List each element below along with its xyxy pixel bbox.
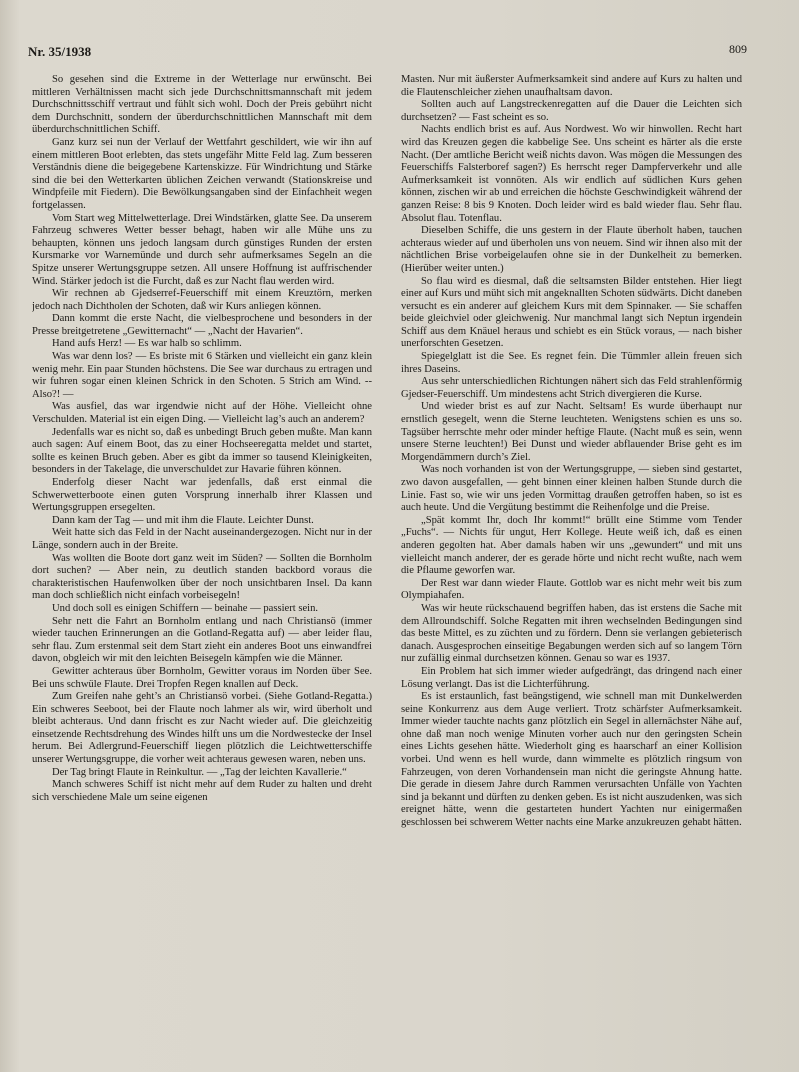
paragraph: Sollten auch auf Langstreckenregatten auf die Dauer die Leichten sich durchsetzen? — Fast scheint es so.: [401, 99, 742, 123]
paragraph: Manch schweres Schiff ist nicht mehr auf dem Ruder zu halten und dreht sich verschiedene Male um seine eigenen: [32, 779, 372, 803]
paragraph: Was wollten die Boote dort ganz weit im Süden? — Sollten die Bornholm dort suchen? — Aber nein, zu deutlich standen backbord voraus die charakteristischen Haufenwolken über der noch unsichtbaren Insel. Da kann man doch schließlich nicht einfach vorbeisegeln!: [32, 552, 372, 602]
paragraph: So gesehen sind die Extreme in der Wetterlage nur erwünscht. Bei mittleren Verhältnissen macht sich jede Durchschnittsmannschaft mit jedem Durchschnittsschiff vertraut und fühlt sich wohl. Doch der Preis gebührt nicht dem Durchschnitt, sondern der überdurchschnittlichen Mannschaft mit dem überdurchschnittlichen Schiff.: [32, 74, 372, 136]
paragraph: Es ist erstaunlich, fast beängstigend, wie schnell man mit Dunkelwerden seine Konkurrenz aus dem Auge verliert. Trotz schärfster Aufmerksamkeit. Immer wieder tauchte nachts ganz plötzlich ein Segel in allernächster Nähe auf, ohne daß man noch wenige Minuten vorher auch nur den geringsten Schein eines Lichts gesehen hätte. Wiederholt ging es haarscharf an einer Kollision vorbei. Und wenn es hell wurde, dann wimmelte es plötzlich ringsum von Fahrzeugen, von deren Vorhandensein man nicht die geringste Ahnung hatte. Die gerade in diesem Jahre durch Rammen verursachten Unfälle von Yachten sind ja bekannt und dürften zu denken geben. Es ist nicht auszudenken, was sich ereignet hätte, wenn die gestarteten hundert Yachten nur einigermaßen geschlossen bei schwerem Wetter nachts eine Marke anzukreuzen gehabt hätten.: [401, 691, 742, 829]
paragraph: Aus sehr unterschiedlichen Richtungen nähert sich das Feld strahlenförmig Gjedser-Feuerschiff. Um mindestens acht Strich divergieren die Kurse.: [401, 376, 742, 400]
paragraph: Vom Start weg Mittelwetterlage. Drei Windstärken, glatte See. Da unserem Fahrzeug schweres Wetter besser behagt, haben wir alle Mühe uns zu behaupten, können uns jedoch langsam durch günstiges Runden der ersten Kursmarke vor Warnemünde und durch sehr aufmerksames Segeln an die Spitze unserer Wertungsgruppe setzen. All unsere Hoffnung ist auffrischender Wind. Stärker jedoch ist die Furcht, daß es zur Nacht flau werden wird.: [32, 212, 372, 287]
left-column: [32, 74, 372, 1064]
paragraph: Und doch soll es einigen Schiffern — beinahe — passiert sein.: [52, 602, 319, 614]
paragraph: Jedenfalls war es nicht so, daß es unbedingt Bruch geben mußte. Man kann auch sagen: Auf einem Boot, das zu einer Hochseeregatta meldet und startet, sollte es keinen Bruch geben. Aber es gibt da immer so tausend Kleinigkeiten, besonders in der Takelage, die unverschuldet zur Havarie führen können.: [32, 426, 372, 476]
paragraph: Dann kam der Tag — und mit ihm die Flaute. Leichter Dunst.: [52, 514, 314, 526]
paragraph: Nachts endlich brist es auf. Aus Nordwest. Wo wir hinwollen. Recht hart wird das Kreuzen gegen die kabbelige See. Uns scheint es härter als die erste Nacht. (Der amtliche Bericht weiß nichts davon. Was mögen die Messungen des Feuerschiffs Falsterboref sagen?) Es herrscht reger Dampferverkehr und alle Aufmerksamkeit ist vonnöten. Als wir endlich auf südlichen Kurs gehen können, zischen wir ab und erreichen die höchste Geschwindigkeit während der ganzen Reise: 8 bis 9 Knoten. Doch leider wird es bald wieder flau. Sehr flau. Absolut flau. Totenflau.: [401, 124, 742, 224]
paragraph: Zum Greifen nahe geht’s an Christiansö vorbei. (Siehe Gotland-Regatta.) Ein schweres Seeboot, bei der Flaute noch lahmer als wir, wird überholt und bleibt achteraus. Und dann frischt es zur Nacht wieder auf. Die gleichzeitig einsetzende Rechtsdrehung des Windes hilft uns um die Nordwestecke der Insel herum. Bei Adlergrund-Feuerschiff liegen plötzlich die Leichtwetterschiffe unserer Wertungsgruppe, die vorher weit achteraus gewesen waren, neben uns.: [32, 691, 372, 766]
page-number: 809: [729, 42, 747, 56]
paragraph: Was war denn los? — Es briste mit 6 Stärken und vielleicht ein ganz klein wenig mehr. Ein paar Stunden höchstens. Die See war durchaus zu ertragen und wir fuhren sogar einen kleinen Schrick in den Schoten. 5 Strich am Wind. -- Also?! —: [32, 351, 372, 400]
paragraph: Und wieder brist es auf zur Nacht. Seltsam! Es wurde überhaupt nur ernstlich gesegelt, wenn die Sterne leuchteten. Wenigstens schien es uns so. Tagsüber herrschte mehr oder minder heftige Flaute. (Nacht muß es sein, wenn unsere Sterne leuchten!) Bei Dunst und wieder abflauender Brise geht es im Morgendämmern durch’s Ziel.: [401, 401, 742, 463]
paragraph: Wir rechnen ab Gjedserref-Feuerschiff mit einem Kreuztörn, merken jedoch nach Dichtholen der Schoten, daß wir Kurs anliegen können.: [32, 288, 372, 312]
paragraph: Dieselben Schiffe, die uns gestern in der Flaute überholt haben, tauchen achteraus wieder auf und überholen uns von neuem. Sind wir ihnen also mit der nächtlichen Brise vorbeigelaufen ohne sie in der Dunkelheit zu bemerken. (Hierüber weiter unten.): [401, 225, 742, 274]
paragraph: Der Rest war dann wieder Flaute. Gottlob war es nicht mehr weit bis zum Olympiahafen.: [401, 577, 742, 602]
issue-number: Nr. 35/1938: [28, 44, 92, 59]
paragraph: Masten. Nur mit äußerster Aufmerksamkeit sind andere auf Kurs zu halten und die Flautenschleicher ziehen unaufhaltsam davon.: [401, 74, 742, 98]
paragraph: Was wir heute rückschauend begriffen haben, das ist erstens die Sache mit dem Allroundschiff. Solche Regatten mit ihren wechselnden Bedingungen sind das beste Mittel, es zu züchten und zu fördern. Denn sie verlangen gebieterisch danach. Ausgesprochen einseitige Begabungen werden sich auf so langem Törn nur zufällig einmal durchsetzen können. Genau so war es 1937.: [401, 602, 742, 665]
right-column: [401, 74, 742, 1064]
paragraph: Enderfolg dieser Nacht war jedenfalls, daß erst einmal die Schwerwetterboote einen guten Vorsprung innerhalb ihrer Klassen und Wertungsgruppen ersegelten.: [32, 477, 372, 514]
paragraph: Gewitter achteraus über Bornholm, Gewitter voraus im Norden über See. Bei uns schwüle Flaute. Drei Tropfen Regen knallen auf Deck.: [32, 665, 372, 690]
paragraph: Spiegelglatt ist die See. Es regnet fein. Die Tümmler allein freuen sich ihres Daseins.: [401, 351, 742, 375]
paragraph: Sehr nett die Fahrt an Bornholm entlang und nach Christiansö (immer wieder tauchen Erinnerungen an die Gotland-Regatta auf) — aber leider flau, sehr flau. Zum erstenmal seit dem Start zieht ein anderes Boot uns einwandfrei davon, obgleich wir mit den leichten Beisegeln kämpfen wie die Männer.: [32, 615, 372, 665]
paragraph: Hand aufs Herz! — Es war halb so schlimm.: [52, 338, 242, 350]
paragraph: Der Tag bringt Flaute in Reinkultur. — „Tag der leichten Kavallerie.“: [52, 766, 347, 778]
paragraph: Ein Problem hat sich immer wieder aufgedrängt, das dringend nach einer Lösung verlangt. Das ist die Lichterführung.: [401, 665, 742, 690]
paragraph: Dann kommt die erste Nacht, die vielbesprochene und besonders in der Presse breitgetretene „Gewitternacht“ — „Nacht der Havarien“.: [32, 313, 372, 337]
paragraph: Ganz kurz sei nun der Verlauf der Wettfahrt geschildert, wie wir ihn auf einem mittleren Boot erlebten, das stets ungefähr Mitte Feld lag. Zum besseren Verständnis diene die beigegebene Kartenskizze. Für Windrichtung und Stärke sind die bei den Wetterkarten üblichen Zeichen verwandt (Stationskreise und Windpfeile mit Fiedern). Die Bewölkungsangaben sind der Einfachheit wegen fortgelassen.: [32, 136, 372, 211]
paragraph: Weit hatte sich das Feld in der Nacht auseinandergezogen. Nicht nur in der Länge, sondern auch in der Breite.: [32, 527, 372, 551]
paragraph: So flau wird es diesmal, daß die seltsamsten Bilder entstehen. Hier liegt einer auf Kurs und müht sich mit angeknallten Schoten südwärts. Dicht daneben versucht es ein anderer auf gleichem Kurs mit dem Spinnaker. — Sie schaffen beide gleichviel oder gleichwenig. Nur manchmal langt sich Neptun irgendein Schiff aus dem Knäuel heraus und schiebt es ein Stück voraus, — nach bisher unerforschten Gesetzen.: [401, 275, 742, 350]
paragraph: Was ausfiel, das war irgendwie nicht auf der Höhe. Vielleicht ohne Verschulden. Material ist ein eigen Ding. — Vielleicht lag’s auch an anderem?: [32, 401, 372, 426]
paragraph: Was noch vorhanden ist von der Wertungsgruppe, — sieben sind gestartet, zwo davon ausgefallen, — geht binnen einer kleinen halben Stunde durch die Linie. Fast so, wie wir uns jeden Vormittag draußen getroffen haben, so ist es auch heute. Und die Vergütung bestimmt die Reihenfolge und die Preise.: [401, 464, 742, 514]
paragraph: „Spät kommt Ihr, doch Ihr kommt!“ brüllt eine Stimme vom Tender „Fuchs“. — Nichts für ungut, Herr Kollege. Heute weiß ich, daß es einen anderen gegolten hat. Aber damals haben wir uns „gewundert“ und mit uns vielleicht manch anderer, der es gerade hörte und nicht recht wußte, nach wem die Pflaume geworfen war.: [401, 514, 742, 577]
